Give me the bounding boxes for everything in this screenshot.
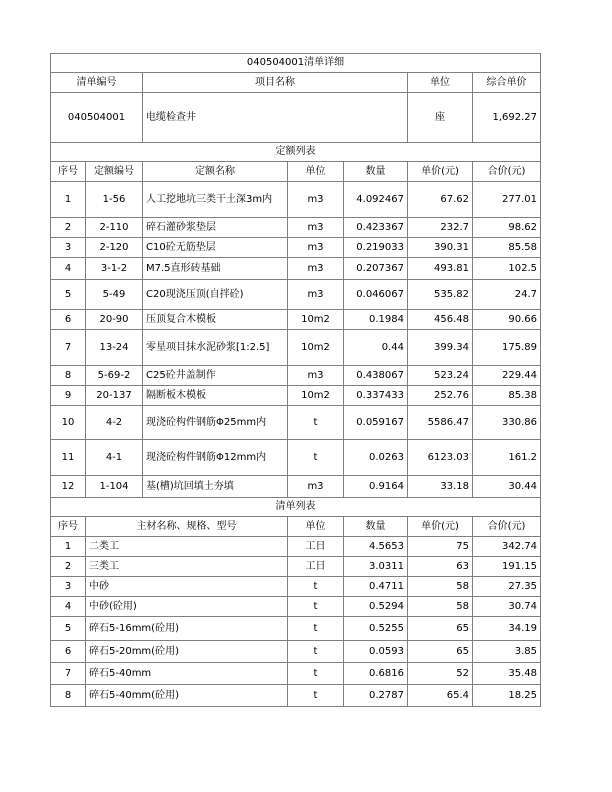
quota-qty: 0.046067 xyxy=(344,280,408,310)
quota-qty: 0.219033 xyxy=(344,238,408,258)
materials-col-total: 合价(元) xyxy=(473,517,541,537)
quota-code: 20-90 xyxy=(86,310,143,330)
quota-row xyxy=(51,238,541,258)
quota-code: 1-104 xyxy=(86,476,143,498)
materials-title: 清单列表 xyxy=(51,498,541,517)
quota-price: 33.18 xyxy=(408,476,473,498)
quota-row xyxy=(51,182,541,218)
quota-name: C10砼无筋垫层 xyxy=(143,238,288,258)
material-row xyxy=(51,685,541,707)
quota-code: 5-49 xyxy=(86,280,143,310)
quota-unit: t xyxy=(288,440,344,476)
quota-name: 基(槽)坑回填土夯填 xyxy=(143,476,288,498)
quota-col-total: 合价(元) xyxy=(473,162,541,182)
quota-price: 232.7 xyxy=(408,218,473,238)
quota-row xyxy=(51,366,541,386)
quota-qty: 0.44 xyxy=(344,330,408,366)
material-qty: 3.0311 xyxy=(344,557,408,577)
quota-name: C25砼井盖制作 xyxy=(143,366,288,386)
material-qty: 0.6816 xyxy=(344,663,408,685)
quota-no: 1 xyxy=(51,182,86,218)
material-row xyxy=(51,663,541,685)
bill-code-header: 清单编号 xyxy=(51,73,143,93)
quota-total: 85.38 xyxy=(473,386,541,406)
quota-name: 碎石灌砂浆垫层 xyxy=(143,218,288,238)
bill-header-row xyxy=(51,73,541,93)
material-name: 碎石5-40mm xyxy=(86,663,288,685)
material-row xyxy=(51,617,541,641)
bill-detail-table xyxy=(50,53,541,707)
quota-no: 7 xyxy=(51,330,86,366)
material-row xyxy=(51,557,541,577)
material-price: 52 xyxy=(408,663,473,685)
quota-row xyxy=(51,258,541,280)
quota-title: 定额列表 xyxy=(51,143,541,162)
materials-title-row xyxy=(51,498,541,517)
quota-unit: m3 xyxy=(288,238,344,258)
quota-name: 人工挖地坑三类干土深3m内 xyxy=(143,182,288,218)
quota-code: 4-1 xyxy=(86,440,143,476)
bill-data-row xyxy=(51,93,541,143)
quota-no: 12 xyxy=(51,476,86,498)
quota-row xyxy=(51,386,541,406)
material-price: 63 xyxy=(408,557,473,577)
quota-unit: t xyxy=(288,406,344,440)
bill-detail-document xyxy=(50,53,540,707)
quota-col-no: 序号 xyxy=(51,162,86,182)
quota-name: 现浇砼构件钢筋Φ12mm内 xyxy=(143,440,288,476)
bill-unit: 座 xyxy=(408,93,473,143)
material-unit: t xyxy=(288,577,344,597)
quota-row xyxy=(51,330,541,366)
quota-qty: 0.0263 xyxy=(344,440,408,476)
materials-col-qty: 数量 xyxy=(344,517,408,537)
material-total: 34.19 xyxy=(473,617,541,641)
quota-code: 13-24 xyxy=(86,330,143,366)
quota-total: 102.5 xyxy=(473,258,541,280)
material-total: 342.74 xyxy=(473,537,541,557)
material-unit: 工日 xyxy=(288,537,344,557)
quota-name: 现浇砼构件钢筋Φ25mm内 xyxy=(143,406,288,440)
quota-qty: 0.9164 xyxy=(344,476,408,498)
quota-name: M7.5直形砖基础 xyxy=(143,258,288,280)
quota-price: 399.34 xyxy=(408,330,473,366)
material-unit: t xyxy=(288,685,344,707)
bill-title: 040504001清单详细 xyxy=(51,54,541,73)
material-qty: 0.5255 xyxy=(344,617,408,641)
quota-code: 5-69-2 xyxy=(86,366,143,386)
material-no: 6 xyxy=(51,641,86,663)
quota-code: 2-110 xyxy=(86,218,143,238)
material-qty: 0.2787 xyxy=(344,685,408,707)
quota-qty: 0.059167 xyxy=(344,406,408,440)
quota-total: 30.44 xyxy=(473,476,541,498)
quota-total: 175.89 xyxy=(473,330,541,366)
quota-header-row xyxy=(51,162,541,182)
bill-name-header: 项目名称 xyxy=(143,73,408,93)
material-price: 58 xyxy=(408,597,473,617)
quota-price: 523.24 xyxy=(408,366,473,386)
material-unit: t xyxy=(288,617,344,641)
material-unit: t xyxy=(288,597,344,617)
quota-name: 压顶复合木模板 xyxy=(143,310,288,330)
quota-title-row xyxy=(51,143,541,162)
quota-row xyxy=(51,310,541,330)
quota-row xyxy=(51,406,541,440)
quota-col-name: 定额名称 xyxy=(143,162,288,182)
material-name: 二类工 xyxy=(86,537,288,557)
material-row xyxy=(51,597,541,617)
quota-code: 1-56 xyxy=(86,182,143,218)
material-no: 7 xyxy=(51,663,86,685)
quota-qty: 0.1984 xyxy=(344,310,408,330)
material-no: 2 xyxy=(51,557,86,577)
material-qty: 0.4711 xyxy=(344,577,408,597)
quota-total: 277.01 xyxy=(473,182,541,218)
material-name: 中砂 xyxy=(86,577,288,597)
quota-code: 4-2 xyxy=(86,406,143,440)
material-unit: 工日 xyxy=(288,557,344,577)
quota-name: 零星项目抹水泥砂浆[1:2.5] xyxy=(143,330,288,366)
material-row xyxy=(51,577,541,597)
material-no: 1 xyxy=(51,537,86,557)
quota-price: 5586.47 xyxy=(408,406,473,440)
material-name: 碎石5-40mm(砼用) xyxy=(86,685,288,707)
material-qty: 0.5294 xyxy=(344,597,408,617)
material-total: 30.74 xyxy=(473,597,541,617)
materials-col-price: 单价(元) xyxy=(408,517,473,537)
quota-no: 8 xyxy=(51,366,86,386)
quota-row xyxy=(51,476,541,498)
quota-col-code: 定额编号 xyxy=(86,162,143,182)
material-no: 5 xyxy=(51,617,86,641)
quota-col-qty: 数量 xyxy=(344,162,408,182)
quota-no: 6 xyxy=(51,310,86,330)
quota-total: 98.62 xyxy=(473,218,541,238)
quota-total: 330.86 xyxy=(473,406,541,440)
materials-header-row xyxy=(51,517,541,537)
quota-no: 4 xyxy=(51,258,86,280)
quota-price: 456.48 xyxy=(408,310,473,330)
quota-total: 229.44 xyxy=(473,366,541,386)
material-total: 35.48 xyxy=(473,663,541,685)
quota-no: 2 xyxy=(51,218,86,238)
quota-price: 493.81 xyxy=(408,258,473,280)
quota-total: 24.7 xyxy=(473,280,541,310)
quota-name: 隔断板木模板 xyxy=(143,386,288,406)
quota-unit: 10m2 xyxy=(288,310,344,330)
material-name: 碎石5-20mm(砼用) xyxy=(86,641,288,663)
bill-unit-header: 单位 xyxy=(408,73,473,93)
quota-no: 3 xyxy=(51,238,86,258)
materials-col-no: 序号 xyxy=(51,517,86,537)
material-row xyxy=(51,537,541,557)
material-price: 65 xyxy=(408,641,473,663)
quota-unit: m3 xyxy=(288,366,344,386)
quota-price: 252.76 xyxy=(408,386,473,406)
material-price: 65.4 xyxy=(408,685,473,707)
quota-col-price: 单价(元) xyxy=(408,162,473,182)
material-qty: 0.0593 xyxy=(344,641,408,663)
material-total: 191.15 xyxy=(473,557,541,577)
material-total: 27.35 xyxy=(473,577,541,597)
material-row xyxy=(51,641,541,663)
quota-price: 67.62 xyxy=(408,182,473,218)
quota-unit: m3 xyxy=(288,218,344,238)
quota-code: 20-137 xyxy=(86,386,143,406)
quota-unit: 10m2 xyxy=(288,386,344,406)
quota-qty: 0.438067 xyxy=(344,366,408,386)
material-total: 3.85 xyxy=(473,641,541,663)
quota-code: 3-1-2 xyxy=(86,258,143,280)
material-qty: 4.5653 xyxy=(344,537,408,557)
material-unit: t xyxy=(288,663,344,685)
quota-no: 10 xyxy=(51,406,86,440)
material-no: 8 xyxy=(51,685,86,707)
bill-code: 040504001 xyxy=(51,93,143,143)
quota-price: 390.31 xyxy=(408,238,473,258)
material-no: 4 xyxy=(51,597,86,617)
materials-col-name: 主材名称、规格、型号 xyxy=(86,517,288,537)
quota-no: 9 xyxy=(51,386,86,406)
material-unit: t xyxy=(288,641,344,663)
material-name: 中砂(砼用) xyxy=(86,597,288,617)
quota-qty: 4.092467 xyxy=(344,182,408,218)
quota-total: 161.2 xyxy=(473,440,541,476)
bill-price: 1,692.27 xyxy=(473,93,541,143)
quota-name: C20现浇压顶(自拌砼) xyxy=(143,280,288,310)
quota-code: 2-120 xyxy=(86,238,143,258)
material-price: 58 xyxy=(408,577,473,597)
quota-price: 6123.03 xyxy=(408,440,473,476)
quota-row xyxy=(51,440,541,476)
quota-total: 90.66 xyxy=(473,310,541,330)
quota-no: 5 xyxy=(51,280,86,310)
bill-price-header: 综合单价 xyxy=(473,73,541,93)
quota-unit: m3 xyxy=(288,476,344,498)
materials-col-unit: 单位 xyxy=(288,517,344,537)
material-price: 65 xyxy=(408,617,473,641)
quota-unit: 10m2 xyxy=(288,330,344,366)
material-no: 3 xyxy=(51,577,86,597)
material-price: 75 xyxy=(408,537,473,557)
quota-row xyxy=(51,280,541,310)
quota-qty: 0.423367 xyxy=(344,218,408,238)
material-name: 碎石5-16mm(砼用) xyxy=(86,617,288,641)
quota-col-unit: 单位 xyxy=(288,162,344,182)
quota-no: 11 xyxy=(51,440,86,476)
quota-price: 535.82 xyxy=(408,280,473,310)
quota-qty: 0.337433 xyxy=(344,386,408,406)
material-total: 18.25 xyxy=(473,685,541,707)
quota-unit: m3 xyxy=(288,182,344,218)
quota-qty: 0.207367 xyxy=(344,258,408,280)
material-name: 三类工 xyxy=(86,557,288,577)
bill-title-row xyxy=(51,54,541,73)
quota-unit: m3 xyxy=(288,280,344,310)
bill-name: 电缆检查井 xyxy=(143,93,408,143)
quota-total: 85.58 xyxy=(473,238,541,258)
quota-row xyxy=(51,218,541,238)
quota-unit: m3 xyxy=(288,258,344,280)
